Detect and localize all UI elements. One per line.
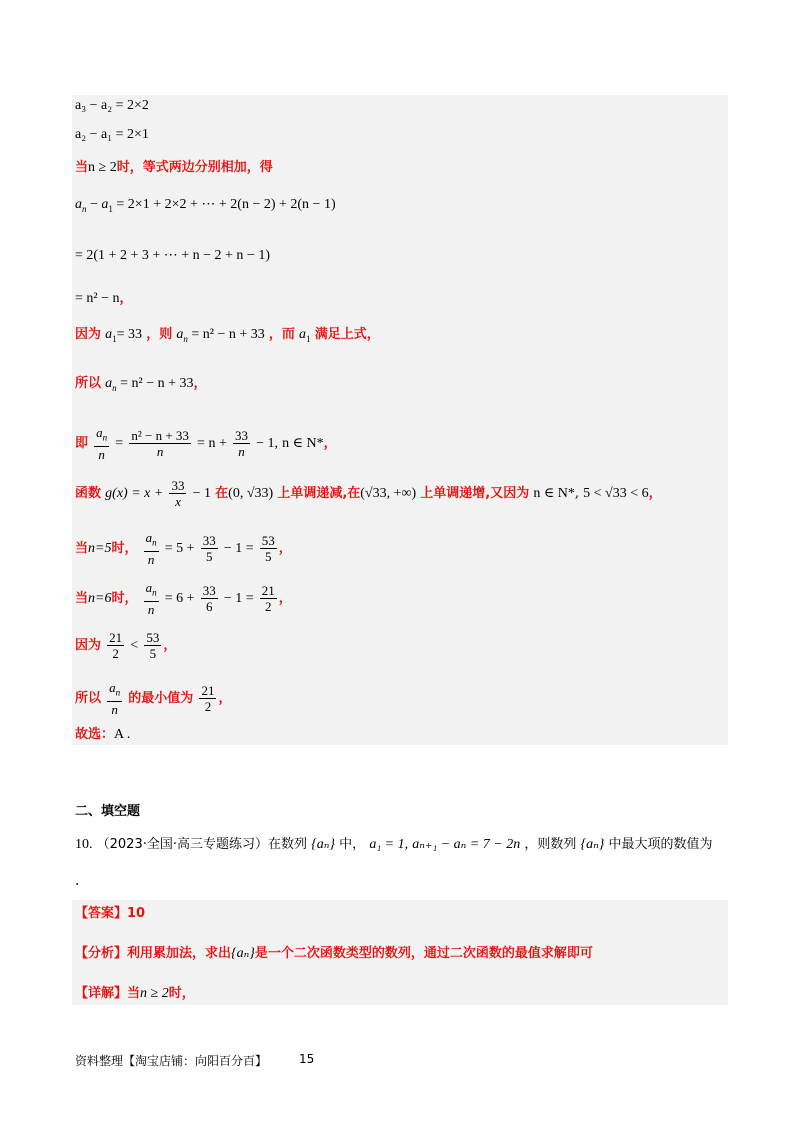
question-tail: . (75, 873, 80, 889)
minimum-value-line: 所以 $\frac{a_n}{n}$ 的最小值为 $\frac{21}{2}$ ， (75, 680, 232, 717)
answer-line: 【答案】10 (75, 906, 146, 921)
equation-a2-minus-a1: a₂ − a₁ = 2×1 (75, 127, 149, 142)
first-term-line: 因为 $a_1= 33$ ，则 $a_n = n^2 - n + 33$ ，而 $a_1$ 满足上式， (75, 327, 380, 344)
analysis-line: 【分析】利用累加法，求出{aₙ}是一个二次函数类型的数列，通过二次函数的最值求解即可 (75, 946, 593, 961)
result-line: = n² − n， (75, 291, 133, 306)
function-monotonicity-line: 函数 g(x) = x + $\frac{33}{x}$ − 1 在(0, √33) 上单调递减,在(√33, +∞) 上单调递增,又因为 n ∈ N*, 5 < √33 < 6， (75, 478, 662, 509)
sum-expansion-line: $a_n - a_1 = 2\times 1 + 2\times 2$ + ⋯ + 2(n − 2) + 2(n − 1) (75, 197, 336, 214)
choice-line: 故选：A . (75, 727, 131, 742)
ratio-expression-line: 即 $\frac{a_n}{n}$ = $\frac{\text{n² − n + 33}}{n}$ = n + $\frac{33}{n}$ − 1, n ∈ N*， (75, 425, 337, 462)
detail-line: 【详解】当n ≥ 2时， (75, 986, 195, 1001)
page-footer (75, 1052, 315, 1069)
n-equals-5-line: 当n=5时， $\frac{a_n}{n}$ = 5 + $\frac{33}{5}$ − 1 = $\frac{53}{5}$ ， (75, 530, 292, 567)
n-equals-6-line: 当n=6时， $\frac{a_n}{n}$ = 6 + $\frac{33}{6}$ − 1 = $\frac{21}{2}$ ， (75, 580, 292, 617)
question-10: 10. （2023·全国·高三专题练习）在数列 {aₙ} 中， a₁ = 1, aₙ₊₁ − aₙ = 7 − 2n ，则数列 {aₙ} 中最大项的数值为 (75, 837, 713, 852)
factored-sum-line: = 2(1 + 2 + 3 + ⋯ + n − 2 + n − 1) (75, 248, 270, 263)
equation-a3-minus-a2: a₃ − a₂ = 2×2 (75, 98, 149, 113)
section-title: 二、填空题 (75, 804, 141, 819)
page-number: 15 (299, 1052, 315, 1066)
footer-source-text: 资料整理【淘宝店铺：向阳百分百】 (75, 1054, 268, 1068)
sum-condition-line: 当n ≥ 2时，等式两边分别相加，得 (75, 160, 273, 175)
general-term-line: 所以 $a_n = n^2 - n + 33$， (75, 376, 207, 393)
comparison-line: 因为 $\frac{21}{2}$ < $\frac{53}{5}$ ， (75, 630, 177, 661)
